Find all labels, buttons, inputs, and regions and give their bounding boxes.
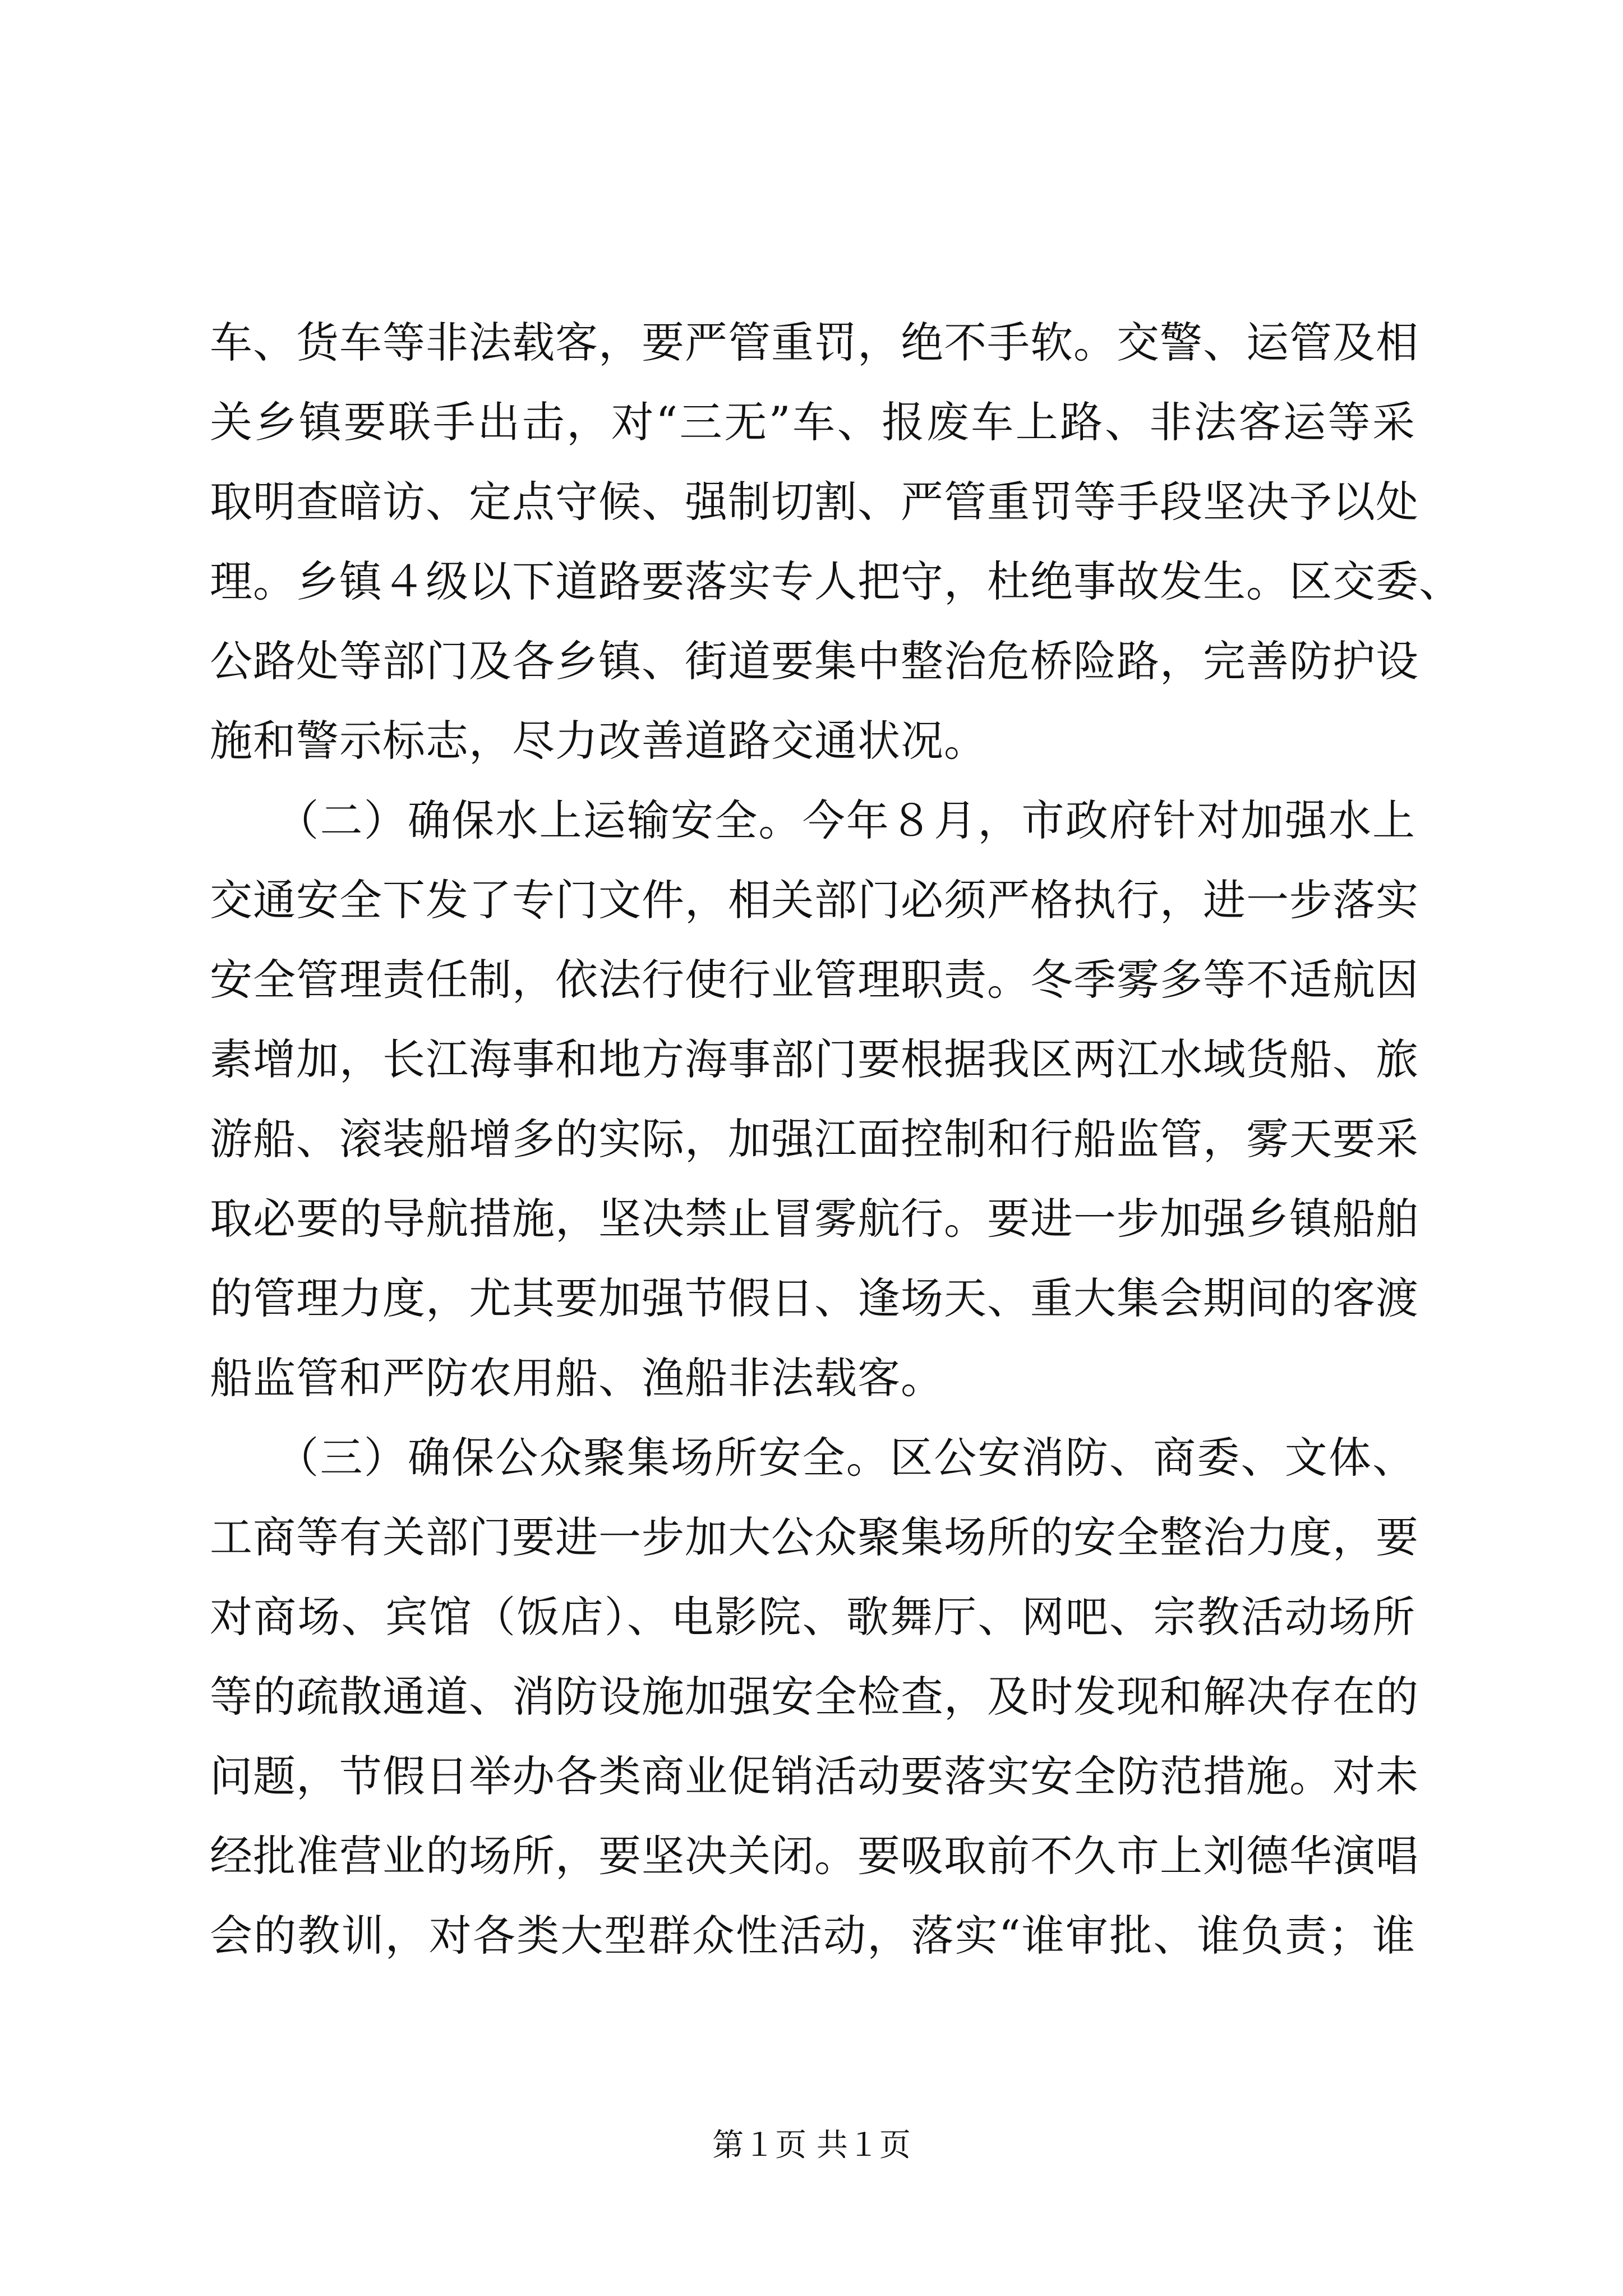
text-line: 素增加，长江海事和地方海事部门要根据我区两江水域货船、旅	[210, 1034, 1419, 1084]
text-line: 取必要的导航措施，坚决禁止冒雾航行。要进一步加强乡镇船舶	[210, 1194, 1419, 1244]
text-line: 问题，节假日举办各类商业促销活动要落实安全防范措施。对未	[210, 1751, 1419, 1801]
text-line: 公路处等部门及各乡镇、街道要集中整治危桥险路，完善防护设	[210, 636, 1419, 686]
text-line: 游船、滚装船增多的实际，加强江面控制和行船监管，雾天要采	[210, 1114, 1419, 1164]
text-line: 会的教训，对各类大型群众性活动，落实“谁审批、谁负责；谁	[210, 1911, 1415, 1961]
document-body	[210, 303, 1462, 1976]
text-line: 理。乡镇４级以下道路要落实专人把守，杜绝事故发生。区交委、	[210, 556, 1462, 606]
text-line: 等的疏散通道、消防设施加强安全检查，及时发现和解决存在的	[210, 1672, 1419, 1722]
text-line: 经批准营业的场所，要坚决关闭。要吸取前不久市上刘德华演唱	[210, 1831, 1419, 1881]
text-line: 船监管和严防农用船、渔船非法载客。	[210, 1353, 944, 1403]
text-line: 的管理力度，尤其要加强节假日、逢场天、重大集会期间的客渡	[210, 1273, 1419, 1323]
text-line: （二）确保水上运输安全。今年８月，市政府针对加强水上	[210, 795, 1415, 845]
text-line: 施和警示标志，尽力改善道路交通状况。	[210, 716, 987, 766]
text-line: （三）确保公众聚集场所安全。区公安消防、商委、文体、	[210, 1433, 1415, 1483]
text-line: 安全管理责任制，依法行使行业管理职责。冬季雾多等不适航因	[210, 955, 1419, 1005]
text-line: 关乡镇要联手出击，对“三无”车、报废车上路、非法客运等采	[210, 397, 1415, 447]
text-line: 交通安全下发了专门文件，相关部门必须严格执行，进一步落实	[210, 875, 1419, 925]
page-footer: 第１页 共１页	[712, 2127, 911, 2164]
text-line: 工商等有关部门要进一步加大公众聚集场所的安全整治力度，要	[210, 1512, 1419, 1562]
text-line: 取明查暗访、定点守候、强制切割、严管重罚等手段坚决予以处	[210, 477, 1419, 527]
text-line: 车、货车等非法载客，要严管重罚，绝不手软。交警、运管及相	[210, 318, 1419, 367]
text-line: 对商场、宾馆（饭店）、电影院、歌舞厅、网吧、宗教活动场所	[210, 1592, 1415, 1642]
